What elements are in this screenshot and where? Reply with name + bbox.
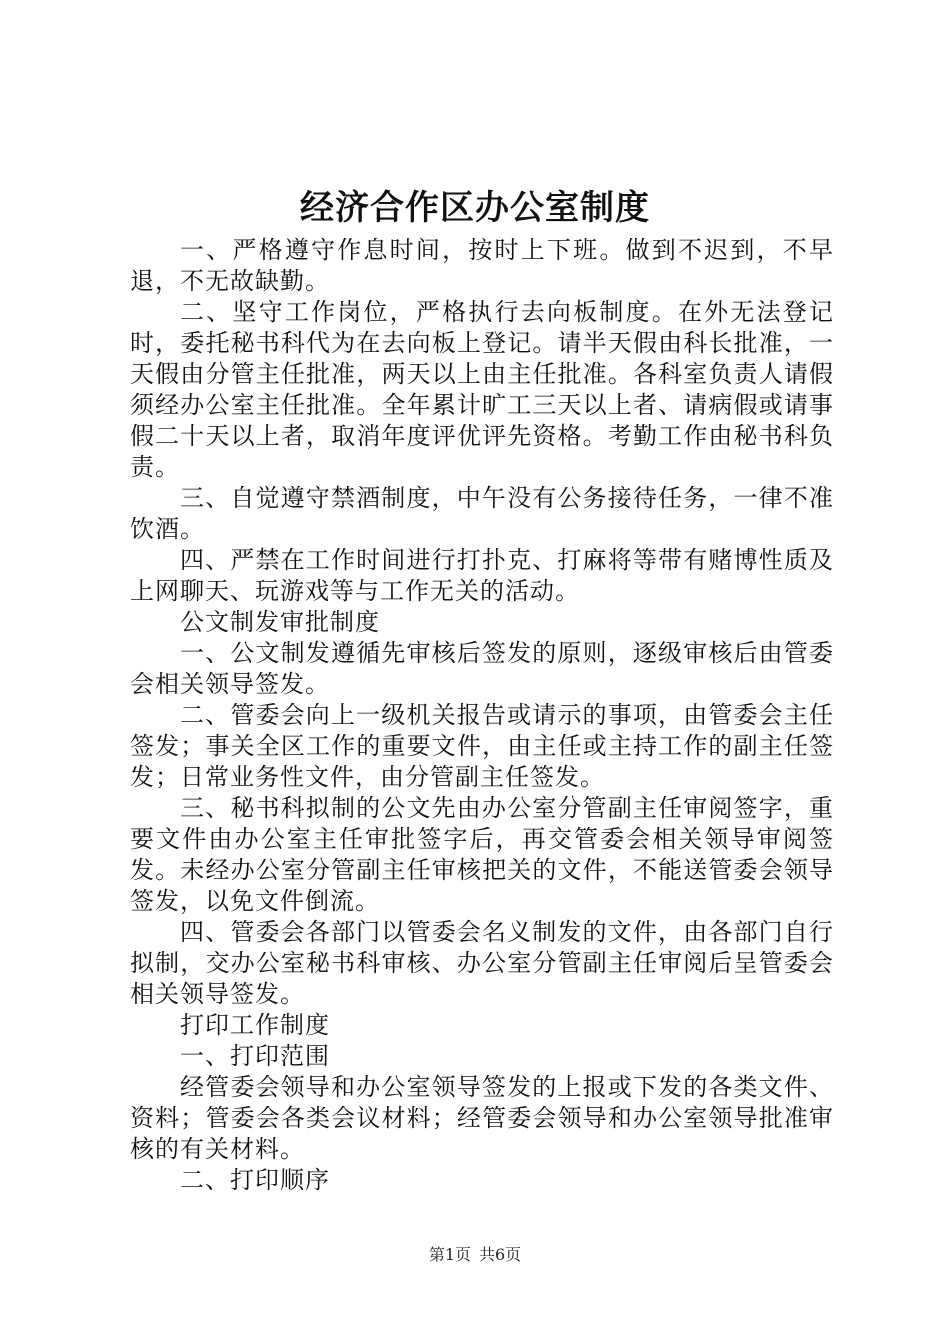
page-total: 共6页 [479,1245,522,1264]
subsection-heading: 一、打印范围 [180,1042,330,1070]
document-title: 经济合作区办公室制度 [300,188,650,228]
page-footer [0,1244,950,1266]
paragraph: 一、公文制发遵循先审核后签发的原则，逐级审核后由管委会相关领导签发。 [130,639,834,698]
page-number: 第1页 [428,1245,471,1264]
paragraph: 三、秘书科拟制的公文先由办公室分管副主任审阅签字，重要文件由办公室主任审批签字后，再交管委会相关领导审阅签发。未经办公室分管副主任审核把关的文件，不能送管委会领导签发，以免文件倒流。 [130,794,834,915]
section-heading: 公文制发审批制度 [180,608,380,636]
section-heading: 打印工作制度 [180,1011,330,1039]
subsection-heading: 二、打印顺序 [180,1166,330,1194]
paragraph: 一、严格遵守作息时间，按时上下班。做到不迟到，不早退，不无故缺勤。 [130,236,834,295]
paragraph: 二、坚守工作岗位，严格执行去向板制度。在外无法登记时，委托秘书科代为在去向板上登记。请半天假由科长批准，一天假由分管主任批准，两天以上由主任批准。各科室负责人请假须经办公室主任批准。全年累计旷工三天以上者、请病假或请事假二十天以上者，取消年度评优评先资格。考勤工作由秘书科负责。 [130,298,834,481]
paragraph: 三、自觉遵守禁酒制度，中午没有公务接待任务，一律不准饮酒。 [130,484,834,543]
document-body [130,235,834,1196]
paragraph: 四、管委会各部门以管委会名义制发的文件，由各部门自行拟制，交办公室秘书科审核、办公室分管副主任审阅后呈管委会相关领导签发。 [130,918,834,1008]
paragraph: 二、管委会向上一级机关报告或请示的事项，由管委会主任签发；事关全区工作的重要文件，由主任或主持工作的副主任签发；日常业务性文件，由分管副主任签发。 [130,701,834,791]
paragraph: 四、严禁在工作时间进行打扑克、打麻将等带有赌博性质及上网聊天、玩游戏等与工作无关的活动。 [130,546,834,605]
paragraph: 经管委会领导和办公室领导签发的上报或下发的各类文件、资料；管委会各类会议材料；经管委会领导和办公室领导批准审核的有关材料。 [130,1073,834,1163]
